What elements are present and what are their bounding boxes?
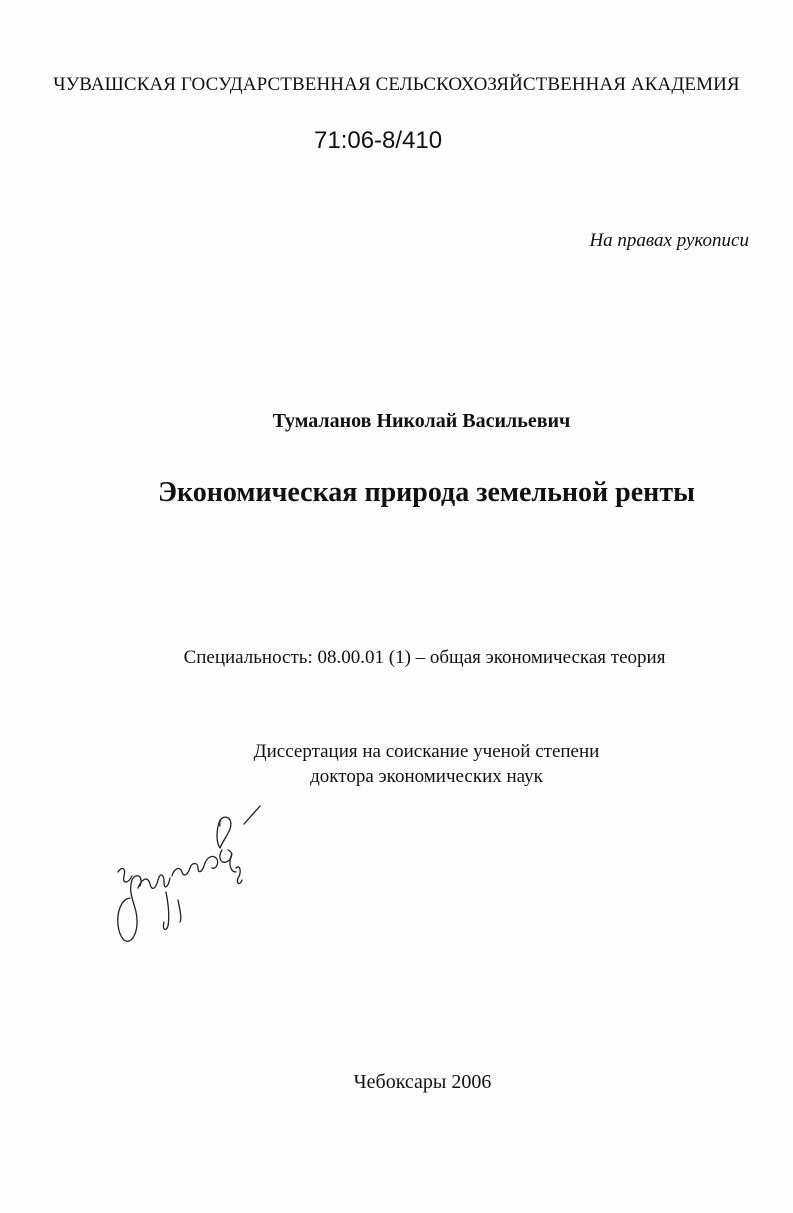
city-and-year: Чебоксары 2006	[353, 1071, 492, 1093]
institution-name: ЧУВАШСКАЯ ГОСУДАРСТВЕННАЯ СЕЛЬСКОХОЗЯЙСТВЕННАЯ АКАДЕМИЯ	[53, 74, 740, 95]
degree-line-2: доктора экономических наук	[310, 766, 543, 787]
degree-line-1: Диссертация на соискание ученой степени	[253, 741, 600, 762]
author-name: Тумаланов Николай Васильевич	[272, 410, 571, 432]
catalog-code: 71:06-8/410	[314, 127, 443, 154]
specialty-line: Специальность: 08.00.01 (1) – общая экономическая теория	[183, 647, 666, 668]
rights-note: На правах рукописи	[589, 230, 749, 251]
handwritten-signature-icon	[108, 780, 278, 950]
dissertation-title: Экономическая природа земельной ренты	[158, 477, 695, 508]
